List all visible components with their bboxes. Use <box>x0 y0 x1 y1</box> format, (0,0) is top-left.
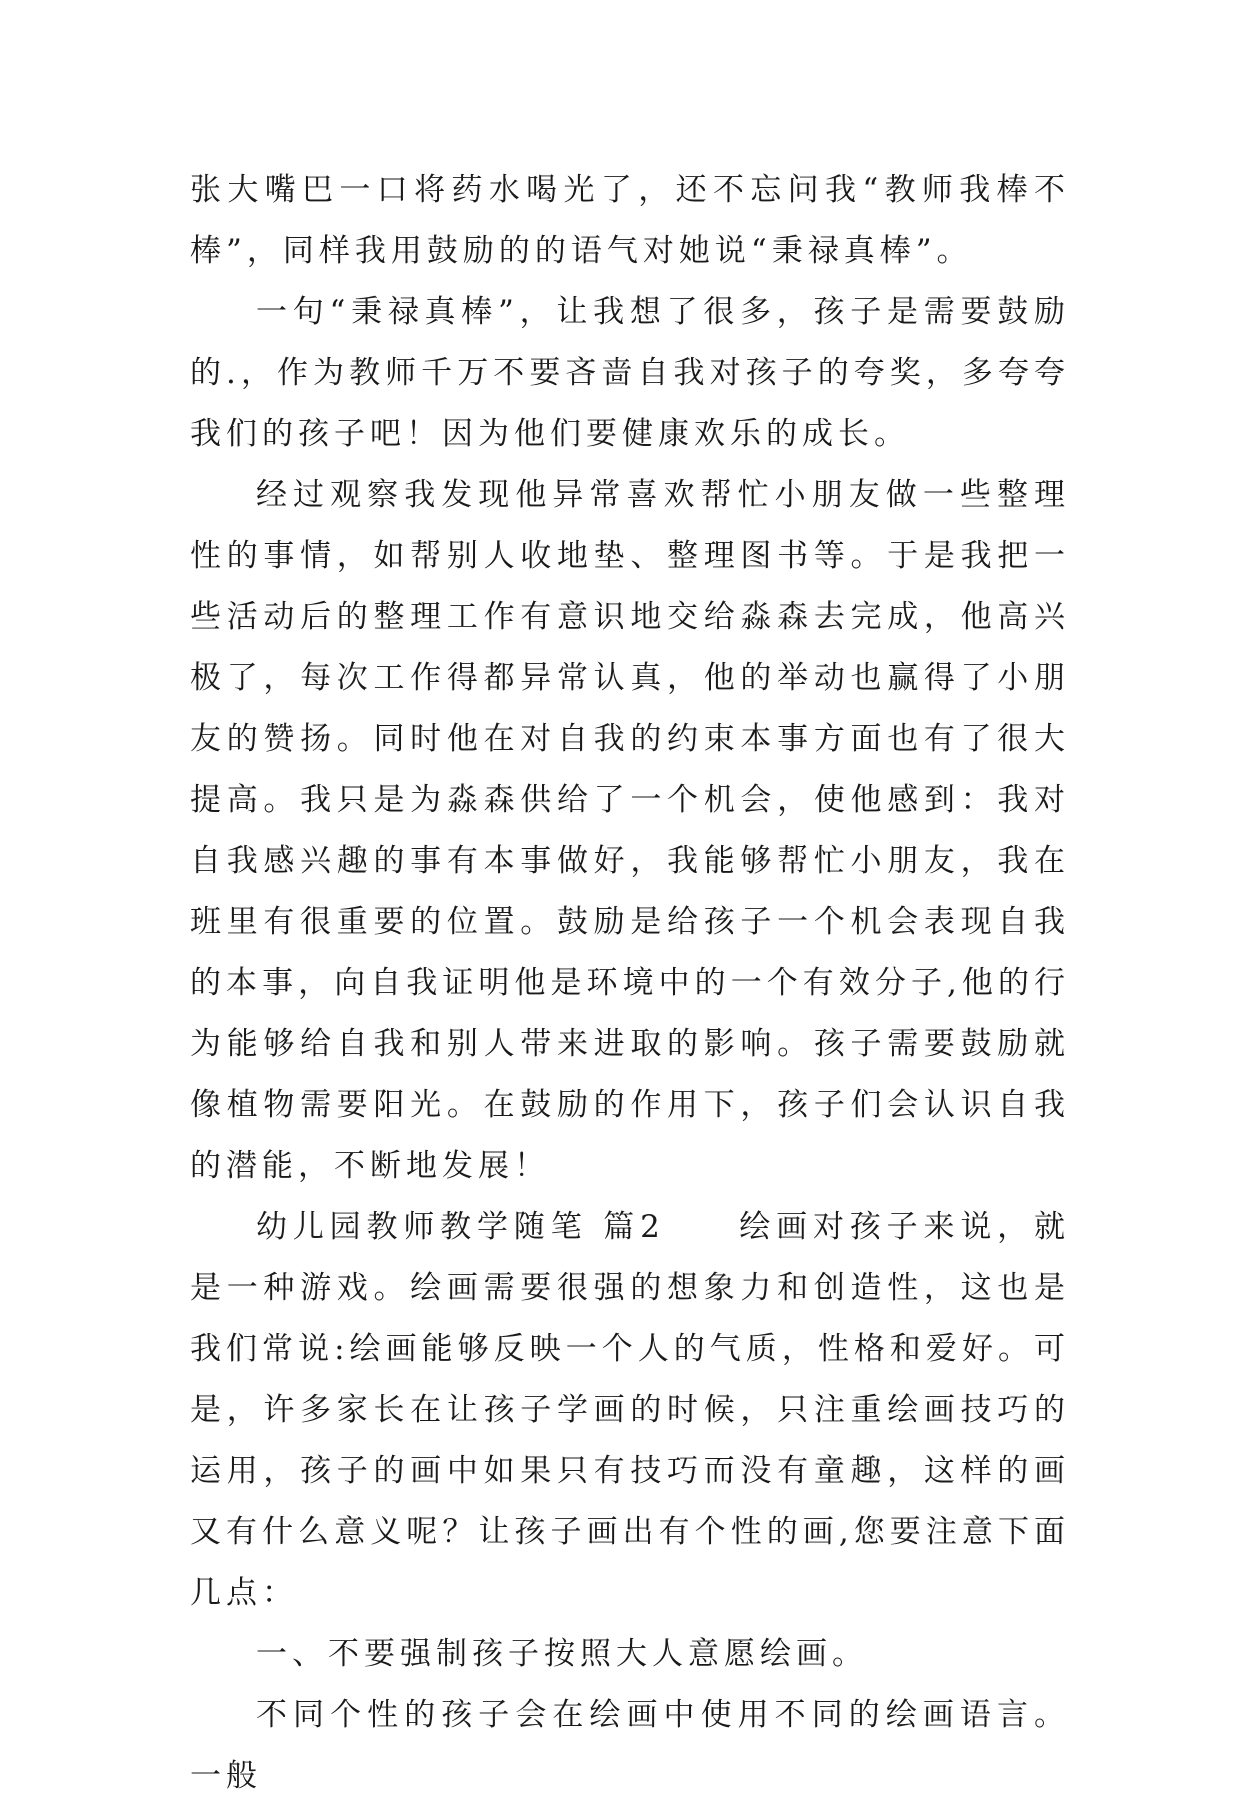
document-page <box>190 160 1070 1807</box>
paragraph-1: 张大嘴巴一口将药水喝光了，还不忘问我“教师我棒不棒”，同样我用鼓励的的语气对她说“秉禄真棒”。 <box>190 172 1070 269</box>
paragraph-3: 经过观察我发现他异常喜欢帮忙小朋友做一些整理性的事情，如帮别人收地垫、整理图书等。于是我把一些活动后的整理工作有意识地交给淼森去完成，他高兴极了，每次工作得都异常认真，他的举动也赢得了小朋友的赞扬。同时他在对自我的约束本事方面也有了很大提高。我只是为淼森供给了一个机会，使他感到：我对自我感兴趣的事有本事做好，我能够帮忙小朋友，我在班里有很重要的位置。鼓励是给孩子一个机会表现自我的本事，向自我证明他是环境中的一个有效分子,他的行为能够给自我和别人带来进取的影响。孩子需要鼓励就像植物需要阳光。在鼓励的作用下，孩子们会认识自我的潜能，不断地发展！ <box>190 477 1070 1184</box>
paragraph-4: 幼儿园教师教学随笔 篇2 绘画对孩子来说，就是一种游戏。绘画需要很强的想象力和创造性，这也是我们常说:绘画能够反映一个人的气质，性格和爱好。可是，许多家长在让孩子学画的时候，只注重绘画技巧的运用，孩子的画中如果只有技巧而没有童趣，这样的画又有什么意义呢？让孩子画出有个性的画,您要注意下面几点： <box>190 1209 1070 1611</box>
paragraph-6: 不同个性的孩子会在绘画中使用不同的绘画语言。一般 <box>190 1697 1070 1794</box>
paragraph-5: 一、不要强制孩子按照大人意愿绘画。 <box>256 1636 868 1672</box>
paragraph-2: 一句“秉禄真棒”，让我想了很多，孩子是需要鼓励的.，作为教师千万不要吝啬自我对孩子的夸奖，多夸夸我们的孩子吧！因为他们要健康欢乐的成长。 <box>190 294 1070 452</box>
